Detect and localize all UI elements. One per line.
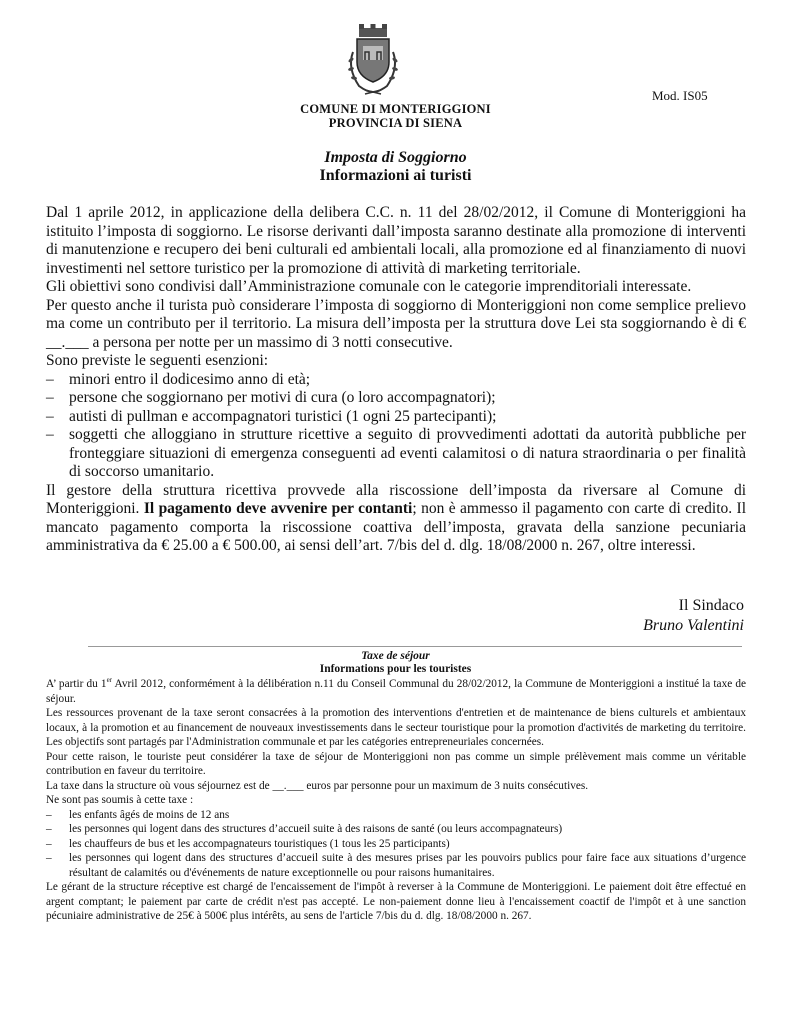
province-name: PROVINCIA DI SIENA: [328, 116, 463, 130]
superscript: er: [106, 676, 113, 685]
divider: [88, 646, 742, 647]
italian-paragraph: Per questo anche il turista può considerare l’imposta di soggiorno di Monteriggioni non come semplice prelievo ma come un contributo per il territorio. La misura dell’imposta per la struttura dove Lei sta soggiornando è di € __.___ a persona per notte per un massimo di 3 notti consecutive.: [46, 296, 746, 351]
french-body: [46, 677, 746, 924]
list-item: – soggetti che alloggiano in strutture ricettive a seguito di provvedimenti adottati da autorità pubbliche per fronteggiare situazioni di emergenza conseguenti ad eventi calamitosi o di natura straordinaria o per finalità di soccorso umanitario.: [46, 426, 746, 482]
signature-block: [643, 596, 744, 636]
list-item: – autisti di pullman e accompagnatori turistici (1 ogni 25 partecipanti);: [46, 408, 746, 427]
list-item: – les chauffeurs de bus et les accompagnateurs touristiques (1 tous les 25 participants): [46, 837, 746, 852]
italian-paragraph: Gli obiettivi sono condivisi dall’Amministrazione comunale con le categorie imprenditoriali interessate.: [46, 278, 692, 295]
text-span: A’ partir du 1: [46, 678, 107, 690]
french-subtitle: Informations pour les touristes: [319, 663, 472, 675]
italian-paragraph: [46, 482, 746, 556]
municipality-name: COMUNE DI MONTERIGGIONI: [300, 102, 491, 116]
french-paragraph: [46, 677, 746, 706]
signature-name: Bruno Valentini: [643, 617, 744, 634]
italian-subtitle: Informazioni ai turisti: [319, 167, 472, 184]
french-paragraph: La taxe dans la structure où vous séjournez est de __.___ euros par personne pour un maximum de 3 nuits consécutives.: [46, 779, 589, 792]
italian-exemptions-list: [46, 371, 746, 482]
italian-title: Imposta di Soggiorno: [324, 149, 467, 166]
text-span: ; non è ammesso il pagamento con carte di credito. Il mancato pagamento comporta la riscossione coattiva dell’imposta, gravata della sanzione pecuniaria amministrativa da € 25.00 a € 500.00, ai sensi dell’art. 7/bis del d. dlg. 18/08/2000 n. 267, oltre interessi.: [46, 500, 747, 554]
list-item: – les personnes qui logent dans des structures d’accueil suite à des mesures prises par les pouvoirs publics pour faire face aux situations d’urgence résultant de calamités ou d'événements de nature exceptionnelle ou pour raisons humanitaires.: [46, 851, 746, 880]
french-paragraph: Pour cette raison, le touriste peut considérer la taxe de séjour de Monteriggioni non pas comme un simple prélèvement mais comme un véritable contribution en faveur du territoire.: [46, 750, 746, 777]
list-item: – minori entro il dodicesimo anno di età;: [46, 371, 746, 390]
list-item: – persone che soggiornano per motivi di cura (o loro accompagnatori);: [46, 389, 746, 408]
module-code: Mod. IS05: [652, 88, 708, 103]
payment-notice: Il pagamento deve avvenire per contanti: [143, 500, 413, 517]
municipal-crest-icon: [343, 22, 403, 98]
list-item: – les enfants âgés de moins de 12 ans: [46, 808, 746, 823]
italian-paragraph: Dal 1 aprile 2012, in applicazione della delibera C.C. n. 11 del 28/02/2012, il Comune di Monteriggioni ha istituito l’imposta di soggiorno. Le risorse derivanti dall’imposta saranno destinate alla promozione di interventi di manutenzione e recupero dei beni culturali ed ambientali locali, alla promozione ed al finanziamento di nuovi investimenti nel settore turistico per la promozione di attività di marketing territoriale.: [46, 204, 746, 277]
signature-role: Il Sindaco: [678, 597, 744, 614]
french-paragraph: Les ressources provenant de la taxe seront consacrées à la promotion des interventions d'entretien et de maintenance de biens culturels et ambientaux locaux, à la promotion et au financement de nouveaux investissements dans le secteur touristique pour la promotion d'activités de marketing du territoire. Les objectifs sont partagés par l'Administration communale et par les catégories entrepreneuriales concernées.: [46, 707, 746, 748]
text-span: Avril 2012, conformément à la délibération n.11 du Conseil Communal du 28/02/2012, la Commune de Monteriggioni a institué la taxe de séjour.: [46, 678, 746, 705]
french-exemptions-list: [46, 808, 746, 881]
text-span: Il gestore della struttura ricettiva provvede alla riscossione dell’imposta da riversare al Comune di Monteriggioni.: [46, 481, 746, 517]
list-item: – les personnes qui logent dans des structures d’accueil suite à des raisons de santé (ou leurs accompagnateurs): [46, 822, 746, 837]
italian-paragraph: Sono previste le seguenti esenzioni:: [46, 352, 269, 369]
french-paragraph: Ne sont pas soumis à cette taxe :: [46, 794, 194, 806]
italian-body: [46, 204, 746, 556]
french-title: Taxe de séjour: [361, 650, 430, 662]
french-paragraph: Le gérant de la structure réceptive est chargé de l'encaissement de l'impôt à reverser à la Commune de Monteriggioni. Le paiement doit être effectué en argent comptant; le paiement par carte de crédit n'est pas accepté. Le non-paiement donne lieu à l'encaissement coactif de l'impôt et à une sanction pécuniaire administrative de 25€ à 500€ plus intérêts, au sens de l'article 7/bis du d. dlg. 18/08/2000 n. 267.: [46, 881, 746, 922]
